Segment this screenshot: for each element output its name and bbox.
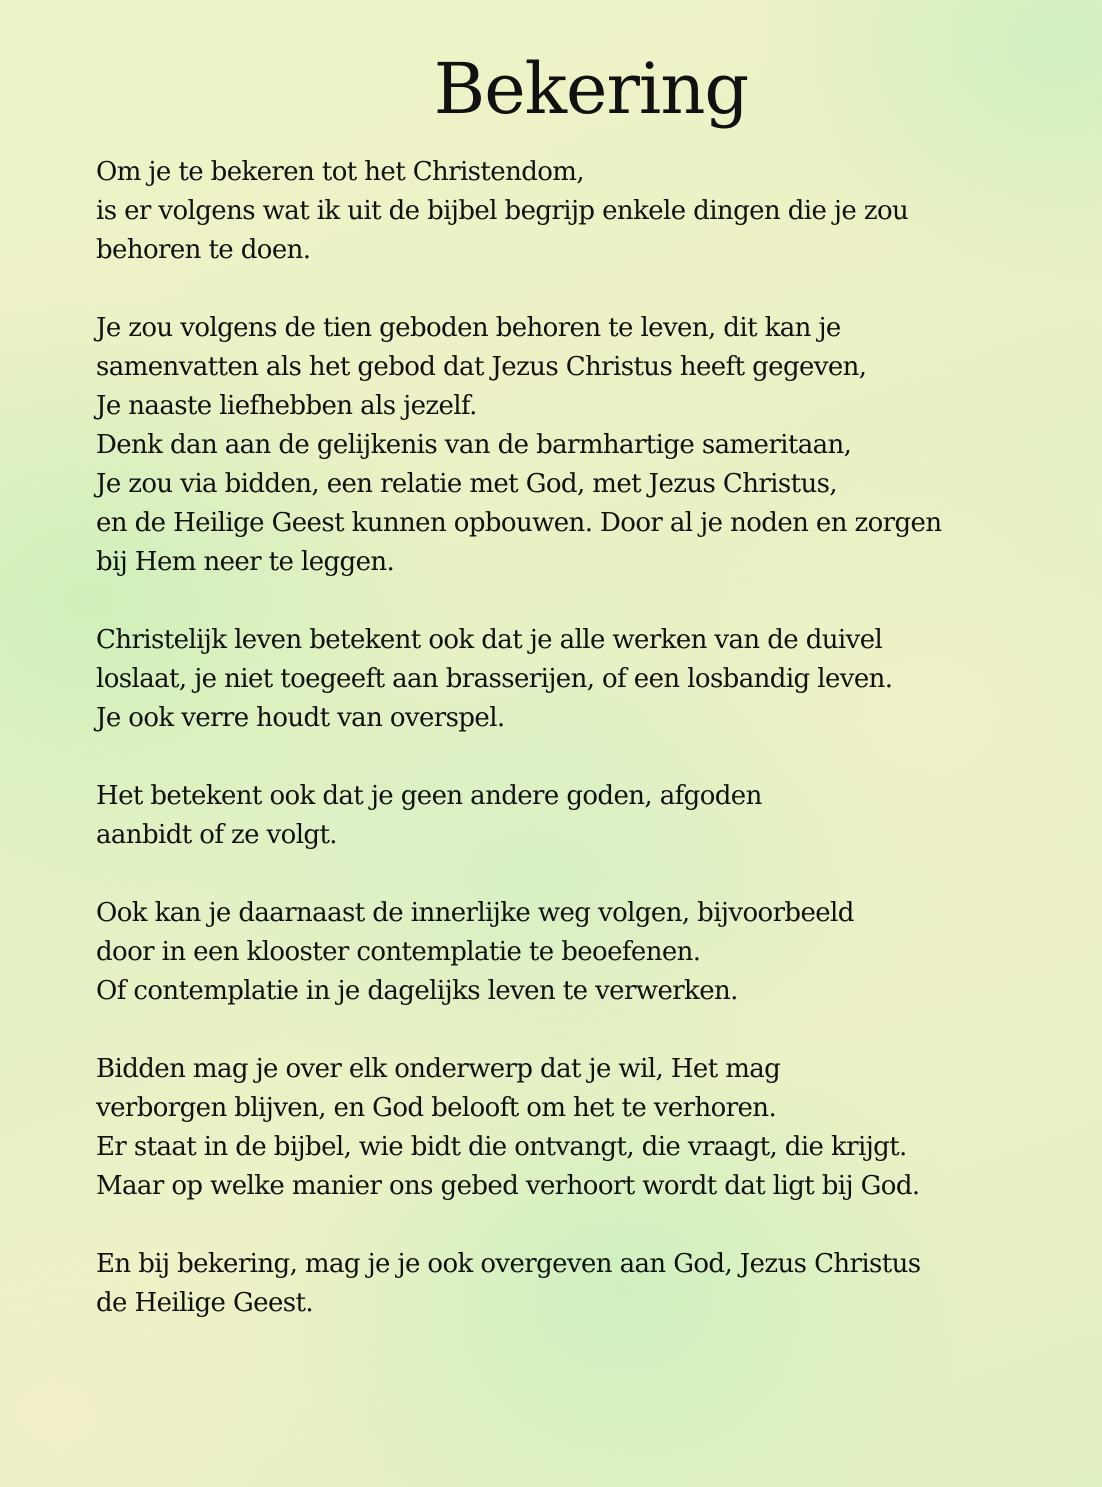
text-line: Christelijk leven betekent ook dat je alle werken van de duivel bbox=[96, 625, 883, 655]
text-line: Je naaste liefhebben als jezelf. bbox=[96, 391, 477, 421]
paragraph-5 bbox=[96, 894, 1086, 1011]
body-text bbox=[96, 153, 1086, 1362]
text-line: samenvatten als het gebod dat Jezus Christus heeft gegeven, bbox=[96, 352, 867, 382]
text-line: loslaat, je niet toegeeft aan brasserijen, of een losbandig leven. bbox=[96, 664, 893, 694]
page-title: Bekering bbox=[433, 48, 749, 130]
text-line: Om je te bekeren tot het Christendom, bbox=[96, 157, 585, 187]
text-line: Er staat in de bijbel, wie bidt die ontvangt, die vraagt, die krijgt. bbox=[96, 1132, 907, 1162]
paragraph-2 bbox=[96, 309, 1086, 582]
text-line: en de Heilige Geest kunnen opbouwen. Door al je noden en zorgen bbox=[96, 508, 942, 538]
text-line: Ook kan je daarnaast de innerlijke weg volgen, bijvoorbeeld bbox=[96, 898, 854, 928]
text-line: de Heilige Geest. bbox=[96, 1288, 313, 1318]
text-line: bij Hem neer te leggen. bbox=[96, 547, 395, 577]
text-line: verborgen blijven, en God belooft om het te verhoren. bbox=[96, 1093, 777, 1123]
text-line: behoren te doen. bbox=[96, 235, 311, 265]
text-line: Je zou via bidden, een relatie met God, met Jezus Christus, bbox=[96, 469, 838, 499]
text-line: Denk dan aan de gelijkenis van de barmhartige sameritaan, bbox=[96, 430, 852, 460]
text-line: Bidden mag je over elk onderwerp dat je wil, Het mag bbox=[96, 1054, 781, 1084]
text-line: Maar op welke manier ons gebed verhoort wordt dat ligt bij God. bbox=[96, 1171, 920, 1201]
text-line: Je ook verre houdt van overspel. bbox=[96, 703, 505, 733]
text-line: En bij bekering, mag je je ook overgeven aan God, Jezus Christus bbox=[96, 1249, 921, 1279]
text-line: door in een klooster contemplatie te beoefenen. bbox=[96, 937, 701, 967]
paragraph-6 bbox=[96, 1050, 1086, 1206]
text-line: is er volgens wat ik uit de bijbel begrijp enkele dingen die je zou bbox=[96, 196, 909, 226]
paragraph-7 bbox=[96, 1245, 1086, 1323]
text-line: Je zou volgens de tien geboden behoren te leven, dit kan je bbox=[96, 313, 841, 343]
paragraph-3 bbox=[96, 621, 1086, 738]
text-line: Of contemplatie in je dagelijks leven te verwerken. bbox=[96, 976, 738, 1006]
paragraph-4 bbox=[96, 777, 1086, 855]
text-line: Het betekent ook dat je geen andere goden, afgoden bbox=[96, 781, 762, 811]
paragraph-1 bbox=[96, 153, 1086, 270]
text-line: aanbidt of ze volgt. bbox=[96, 820, 337, 850]
